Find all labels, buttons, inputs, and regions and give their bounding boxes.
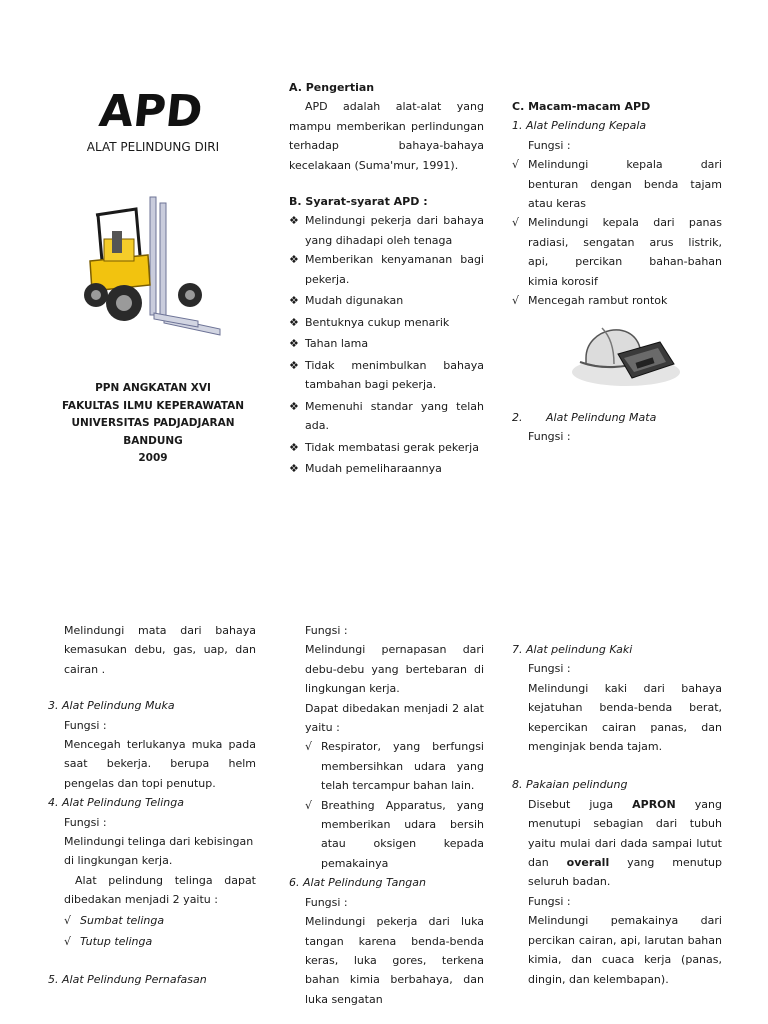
list-item-text: Tidak membatasi gerak pekerja: [305, 440, 479, 454]
text-span: yang: [694, 797, 723, 811]
institution-block: [40, 380, 266, 468]
item-2-block: [512, 408, 722, 447]
list-item: [305, 796, 484, 874]
list-item-text: Mencegah rambut rontok: [528, 294, 668, 308]
text-line: percikan cairan, api, larutan bahan: [528, 933, 722, 947]
item-1-fungsi: Fungsi :: [528, 138, 571, 152]
section-a-heading: A. Pengertian: [289, 81, 375, 94]
bullet-diamond-icon: ❖: [289, 462, 299, 476]
list-item-text: pekerja.: [305, 272, 350, 286]
pernafasan-title: 5. Alat Pelindung Pernafasan: [48, 972, 207, 986]
text-span: dan: [528, 856, 549, 870]
check-icon: √: [305, 740, 313, 754]
pernafasan-list: [305, 737, 484, 873]
list-item: [512, 155, 722, 213]
check-icon: √: [64, 913, 72, 927]
list-item-text: Melindungi kepala dari: [528, 158, 722, 172]
helmet-image: [562, 314, 682, 390]
text-line: Melindungi pernapasan dari: [305, 643, 484, 657]
text-line: bahan kimia berbahaya, dan: [305, 973, 484, 987]
list-item-text: Respirator, yang berfungsi: [321, 740, 484, 754]
section-a-line: mampu memberikan perlindungan: [289, 119, 484, 133]
middle-top-column: [289, 78, 484, 479]
list-item-text: memberikan udara bersih: [321, 818, 484, 832]
section-a-line: terhadap bahaya-bahaya: [289, 139, 484, 153]
tangan-title: 6. Alat Pelindung Tangan: [289, 876, 426, 890]
list-item-text: Memenuhi standar yang telah: [305, 399, 484, 413]
text-line: saat bekerja. berupa helm: [64, 757, 256, 771]
item-2-number: 2.: [512, 411, 523, 424]
list-item: [305, 737, 484, 795]
bullet-diamond-icon: ❖: [289, 440, 299, 454]
text-line: Melindungi telinga dari kebisingan: [64, 835, 254, 849]
text-line: cairan .: [64, 662, 106, 676]
text-line: pengelas dan topi penutup.: [64, 776, 216, 790]
list-item: [289, 397, 484, 436]
list-item-text: Tutup telinga: [80, 934, 153, 948]
bullet-diamond-icon: ❖: [289, 337, 299, 351]
bullet-diamond-icon: ❖: [289, 399, 299, 413]
list-item: [289, 438, 484, 458]
list-item: [289, 211, 484, 250]
text-line: Dapat dibedakan menjadi 2 alat: [305, 701, 484, 715]
text-line: luka sengatan: [305, 992, 383, 1006]
list-item-text: Memberikan kenyamanan bagi: [305, 253, 484, 267]
list-item: [289, 459, 484, 479]
bullet-diamond-icon: ❖: [289, 253, 299, 267]
section-b-list: [289, 211, 484, 479]
text-line: kemasukan debu, gas, uap, dan: [64, 643, 256, 657]
bullet-diamond-icon: ❖: [289, 315, 299, 329]
text-line: Alat pelindung telinga dapat: [75, 873, 256, 887]
list-item: [289, 250, 484, 289]
logo-text: APD: [96, 86, 205, 137]
text-line: Melindungi kaki dari bahaya: [528, 681, 722, 695]
muka-fungsi: Fungsi :: [64, 718, 107, 732]
right-top-column: [512, 97, 722, 310]
item-2-fungsi: Fungsi :: [528, 430, 571, 444]
text-line: Melindungi mata dari bahaya: [64, 624, 256, 637]
section-a-line: APD adalah alat-alat yang: [305, 100, 484, 114]
list-item-text: pemakainya: [321, 856, 389, 870]
text-line: debu-debu yang bertebaran di: [305, 662, 484, 676]
forklift-icon: [78, 195, 228, 345]
list-item: [512, 213, 722, 291]
text-line: tangan karena benda-benda: [305, 934, 484, 948]
telinga-fungsi: Fungsi :: [64, 815, 107, 829]
list-item-text: benturan dengan benda tajam: [528, 177, 722, 191]
text-line: Melindungi pemakainya dari: [528, 914, 722, 928]
list-item-text: telah tercampur bahan lain.: [321, 779, 475, 793]
text-span: Disebut juga: [528, 797, 614, 811]
list-item-text: ada.: [305, 419, 329, 433]
text-line: menginjak benda tajam.: [528, 740, 663, 754]
helmet-icon: [562, 314, 682, 390]
list-item-text: api, percikan bahan-bahan: [528, 255, 722, 269]
text-line: dingin, dan kelembapan).: [528, 972, 669, 986]
bottom-middle-column: [289, 621, 484, 1009]
list-item-text: Sumbat telinga: [80, 913, 165, 927]
section-b-heading: B. Syarat-syarat APD :: [289, 195, 428, 209]
item-2-label: Alat Pelindung Mata: [546, 411, 657, 424]
telinga-title: 4. Alat Pelindung Telinga: [48, 796, 184, 810]
list-item-text: radiasi, sengatan arus listrik,: [528, 235, 722, 249]
list-item: [289, 334, 484, 354]
text-line: kimia, dan cuaca kerja (panas,: [528, 953, 722, 967]
list-item-text: Melindungi pekerja dari bahaya: [305, 214, 484, 228]
list-item-text: Mudah digunakan: [305, 294, 404, 308]
text-line: lingkungan kerja.: [305, 682, 400, 696]
telinga-list: [64, 910, 256, 952]
list-item: [512, 291, 722, 310]
bullet-diamond-icon: ❖: [289, 214, 299, 228]
check-icon: √: [512, 294, 520, 308]
text-line: yaitu :: [305, 721, 340, 735]
institution-line: BANDUNG: [123, 434, 183, 447]
text-line: keras, luka gores, terkena: [305, 953, 484, 967]
muka-title: 3. Alat Pelindung Muka: [48, 699, 175, 713]
list-item-text: Bentuknya cukup menarik: [305, 315, 450, 329]
pakaian-title: 8. Pakaian pelindung: [512, 778, 628, 792]
pakaian-fungsi: Fungsi :: [528, 894, 571, 908]
item-2-title: [512, 408, 722, 427]
bottom-left-column: [48, 621, 256, 989]
pernafasan-fungsi: Fungsi :: [305, 624, 348, 637]
list-item-text: atau oksigen kepada: [321, 837, 484, 851]
text-line: menutupi sebagian dari tubuh: [528, 817, 722, 831]
list-item-text: kimia korosif: [528, 274, 598, 288]
check-icon: √: [512, 158, 520, 172]
list-item-text: membersihkan udara yang: [321, 759, 484, 773]
overall-term: overall: [566, 856, 610, 870]
cover-title: ALAT PELINDUNG DIRI: [86, 140, 220, 154]
institution-line: FAKULTAS ILMU KEPERAWATAN: [61, 399, 245, 412]
institution-line: 2009: [138, 452, 168, 464]
list-item: [289, 291, 484, 311]
text-line: kepercikan cairan panas, dan: [528, 720, 722, 734]
section-a-line: kecelakaan (Suma'mur, 1991).: [289, 158, 459, 172]
bullet-diamond-icon: ❖: [289, 358, 299, 372]
text-line: di lingkungan kerja.: [64, 854, 173, 868]
bullet-diamond-icon: ❖: [289, 294, 299, 308]
list-item: [64, 910, 256, 931]
text-line: dibedakan menjadi 2 yaitu :: [64, 893, 218, 907]
check-icon: √: [512, 216, 520, 230]
list-item-text: Melindungi kepala dari panas: [528, 216, 722, 230]
list-item: [289, 313, 484, 333]
text-line: yaitu mulai dari dada sampai lutut: [528, 836, 722, 850]
list-item-text: Mudah pemeliharaannya: [305, 462, 442, 476]
kaki-fungsi: Fungsi :: [528, 662, 571, 676]
list-item-text: yang dihadapi oleh tenaga: [305, 233, 453, 247]
text-line: seluruh badan.: [528, 875, 611, 889]
list-item: [289, 356, 484, 395]
list-item-text: Breathing Apparatus, yang: [321, 798, 484, 812]
list-item-text: Tidak menimbulkan bahaya: [305, 358, 484, 372]
apron-term: APRON: [632, 797, 676, 811]
list-item: [64, 931, 256, 952]
institution-line: PPN ANGKATAN XVI: [95, 382, 211, 394]
text-line: [528, 853, 722, 872]
text-line: [528, 795, 722, 814]
item-1-checklist: [512, 155, 722, 310]
check-icon: √: [64, 934, 72, 948]
forklift-image: [78, 195, 228, 345]
list-item-text: atau keras: [528, 197, 587, 211]
apd-logo: [96, 82, 205, 138]
text-line: Melindungi pekerja dari luka: [305, 915, 484, 929]
list-item-text: Tahan lama: [305, 337, 369, 351]
tangan-fungsi: Fungsi :: [305, 895, 348, 909]
list-item-text: tambahan bagi pekerja.: [305, 378, 437, 392]
text-line: kejatuhan benda-benda berat,: [528, 701, 722, 715]
apd-logo-art: [96, 82, 205, 138]
kaki-title: 7. Alat pelindung Kaki: [512, 643, 633, 656]
check-icon: √: [305, 798, 313, 812]
text-line: Mencegah terlukanya muka pada: [64, 738, 256, 752]
item-1-title: 1. Alat Pelindung Kepala: [512, 119, 647, 133]
text-span: yang menutup: [627, 856, 722, 870]
bottom-right-column: [512, 640, 722, 989]
section-c-heading: C. Macam-macam APD: [512, 100, 651, 113]
institution-line: UNIVERSITAS PADJADJARAN: [71, 417, 235, 429]
